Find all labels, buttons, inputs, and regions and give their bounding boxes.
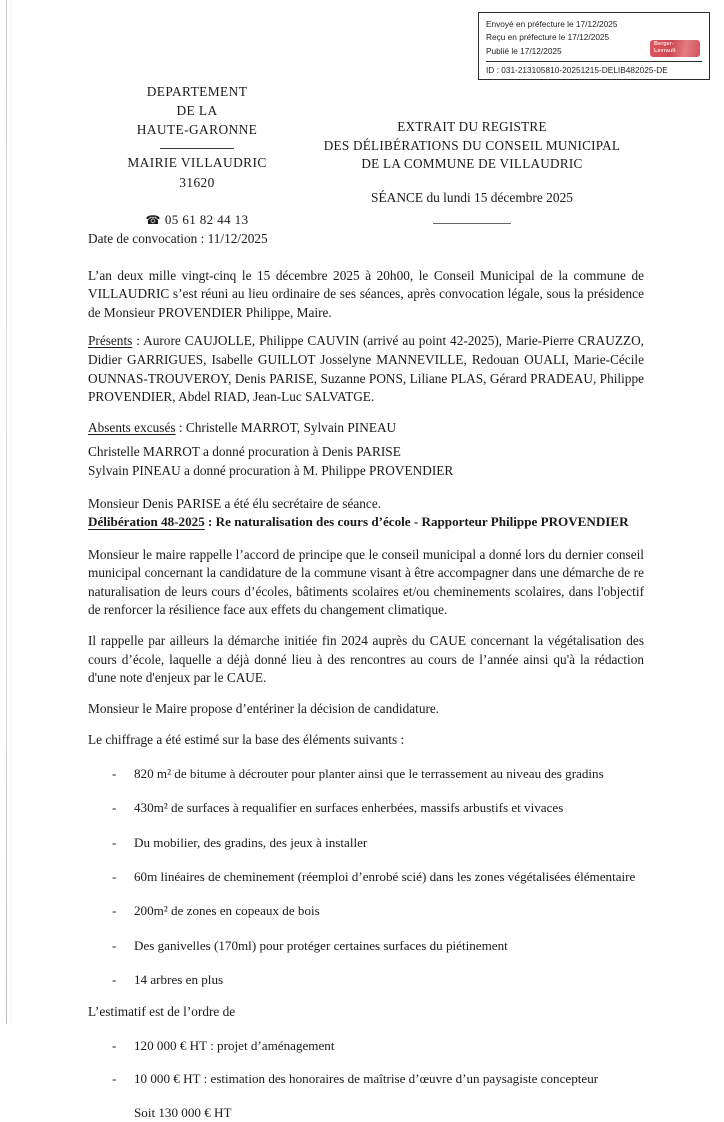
chiffrage-intro: Le chiffrage a été estimé sur la base des éléments suivants : bbox=[88, 731, 405, 747]
mairie-name: MAIRIE VILLAUDRIC bbox=[127, 155, 267, 171]
list-item bbox=[88, 1070, 644, 1088]
bullet-dash-icon: - bbox=[112, 800, 117, 816]
list-item-text: Du mobilier, des gradins, des jeux à installer bbox=[134, 834, 368, 850]
prefecture-id-line: ID : 031-213105810-20251215-DELIB482025-DE bbox=[486, 61, 702, 75]
list-item bbox=[88, 834, 644, 852]
body-paragraph-3: Monsieur le Maire propose d’entériner la décision de candidature. bbox=[88, 700, 440, 716]
deliberation-number: Délibération 48-2025 bbox=[88, 514, 205, 530]
bullet-dash-icon: - bbox=[112, 972, 117, 988]
prefecture-published-line: Publié le 17/12/2025 bbox=[486, 45, 562, 56]
phone-number: 05 61 82 44 13 bbox=[164, 211, 249, 227]
prefecture-stamp-box bbox=[478, 12, 710, 80]
opening-paragraph: L’an deux mille vingt-cinq le 15 décembre 2025 à 20h00, le Conseil Municipal de la commune de VILLAUDRIC s’est réuni au lieu ordinaire de ses séances, après convocation légale, sous la présidence de Monsieur PROVENDIER Philippe, Maire. bbox=[88, 267, 644, 320]
document-body bbox=[88, 230, 644, 1122]
register-title-line-2: DES DÉLIBÉRATIONS DU CONSEIL MUNICIPAL bbox=[323, 137, 621, 153]
estimatif-list bbox=[88, 1037, 644, 1089]
procuration-line-2: Sylvain PINEAU a donné procuration à M. Philippe PROVENDIER bbox=[88, 463, 454, 479]
register-title-line-3: DE LA COMMUNE DE VILLAUDRIC bbox=[361, 156, 583, 172]
bullet-dash-icon: - bbox=[112, 869, 117, 885]
bullet-dash-icon: - bbox=[112, 1038, 117, 1054]
list-item-text: 820 m² de bitume à décrouter pour planter ainsi que le terrassement au niveau des gradins bbox=[134, 766, 604, 782]
bullet-dash-icon: - bbox=[112, 1071, 117, 1087]
list-item-text: 430m² de surfaces à requalifier en surfaces enherbées, massifs arbustifs et vivaces bbox=[134, 800, 564, 816]
deliberation-title bbox=[88, 513, 644, 531]
list-item-text: 14 arbres en plus bbox=[134, 972, 224, 988]
list-item bbox=[88, 971, 644, 989]
department-line-2: DE LA bbox=[176, 103, 218, 119]
absents-label: Absents excusés bbox=[88, 419, 176, 435]
list-item bbox=[88, 902, 644, 920]
seal-line-1: Berger- bbox=[654, 41, 674, 47]
list-item bbox=[88, 1037, 644, 1055]
convocation-date: Date de convocation : 11/12/2025 bbox=[88, 231, 268, 246]
bullet-dash-icon: - bbox=[112, 937, 117, 953]
prefecture-received-line: Reçu en préfecture le 17/12/2025 bbox=[486, 32, 610, 43]
deliberation-subject: : Re naturalisation des cours d’école - Rapporteur Philippe PROVENDIER bbox=[204, 514, 629, 530]
presents-paragraph bbox=[88, 332, 644, 406]
prefecture-sent-line: Envoyé en préfecture le 17/12/2025 bbox=[486, 19, 618, 29]
mairie-postal-code: 31620 bbox=[179, 174, 215, 190]
chiffrage-list bbox=[88, 765, 644, 989]
bullet-dash-icon: - bbox=[112, 834, 117, 850]
estimatif-intro: L’estimatif est de l’ordre de bbox=[88, 1004, 236, 1020]
body-paragraph-2: Il rappelle par ailleurs la démarche initiée fin 2024 auprès du CAUE concernant la végétalisation des cours d’école, laquelle a déjà donné lieu à des rencontres au cours de l’année ainsi qu'à la rédaction d'une note d'enjeux par le CAUE. bbox=[88, 633, 644, 686]
list-item-text: 60m linéaires de cheminement (réemploi d’enrobé scié) dans les zones végétalisées élémentaire bbox=[134, 869, 636, 885]
berger-levrault-seal-icon bbox=[650, 40, 700, 57]
list-item-text: Des ganivelles (170ml) pour protéger certaines surfaces du piétinement bbox=[134, 937, 508, 953]
list-item bbox=[88, 868, 644, 886]
presents-text: : Aurore CAUJOLLE, Philippe CAUVIN (arrivé au point 42-2025), Marie-Pierre CRAUZZO, Didier GARRIGUES, Isabelle GUILLOT Josselyne MANNEVILLE, Redouan OUALI, Marie-Cécile OUNNAS-TROUVEROY, Denis PARISE, Suzanne PONS, Liliane PLAS, Gérard PRADEAU, Philippe PROVENDIER, Abdel RIAD, Jean-Luc SALVATGE. bbox=[88, 333, 644, 405]
department-line-3: HAUTE-GARONNE bbox=[136, 122, 258, 138]
list-item-text: 120 000 € HT : projet d’aménagement bbox=[134, 1038, 335, 1054]
bullet-dash-icon: - bbox=[112, 766, 117, 782]
register-title-line-1: EXTRAIT DU REGISTRE bbox=[397, 119, 547, 134]
list-item bbox=[88, 937, 644, 955]
list-item-text: 200m² de zones en copeaux de bois bbox=[134, 903, 320, 919]
estimatif-total: Soit 130 000 € HT bbox=[134, 1104, 232, 1120]
mairie-divider bbox=[160, 148, 234, 149]
seal-line-2: Levrault bbox=[654, 48, 676, 55]
seance-divider bbox=[433, 223, 511, 224]
body-paragraph-1: Monsieur le maire rappelle l’accord de principe que le conseil municipal a donné lors du dernier conseil municipal concernant la candidature de la commune visant à être accompagner dans une démarche de re naturalisation de leurs cours d’écoles, bâtiments scolaires et/ou cheminements scolaires, dans l'objectif de renforcer la résilience face aux effets du changement climatique. bbox=[88, 546, 644, 618]
list-item bbox=[88, 799, 644, 817]
seance-line: SÉANCE du lundi 15 décembre 2025 bbox=[371, 190, 573, 206]
secretaire-line: Monsieur Denis PARISE a été élu secrétaire de séance. bbox=[88, 495, 382, 511]
presents-label: Présents bbox=[88, 333, 133, 349]
bullet-dash-icon: - bbox=[112, 903, 117, 919]
absents-paragraph bbox=[88, 419, 644, 438]
list-item-text: 10 000 € HT : estimation des honoraires de maîtrise d’œuvre d’un paysagiste concepteur bbox=[134, 1071, 599, 1087]
list-item bbox=[88, 765, 644, 783]
department-line-1: DEPARTEMENT bbox=[146, 84, 248, 99]
letterhead-right-block bbox=[286, 118, 658, 224]
absents-text: : Christelle MARROT, Sylvain PINEAU bbox=[175, 419, 397, 435]
procuration-line-1: Christelle MARROT a donné procuration à Denis PARISE bbox=[88, 444, 401, 460]
telephone-icon: ☎ bbox=[145, 212, 161, 227]
